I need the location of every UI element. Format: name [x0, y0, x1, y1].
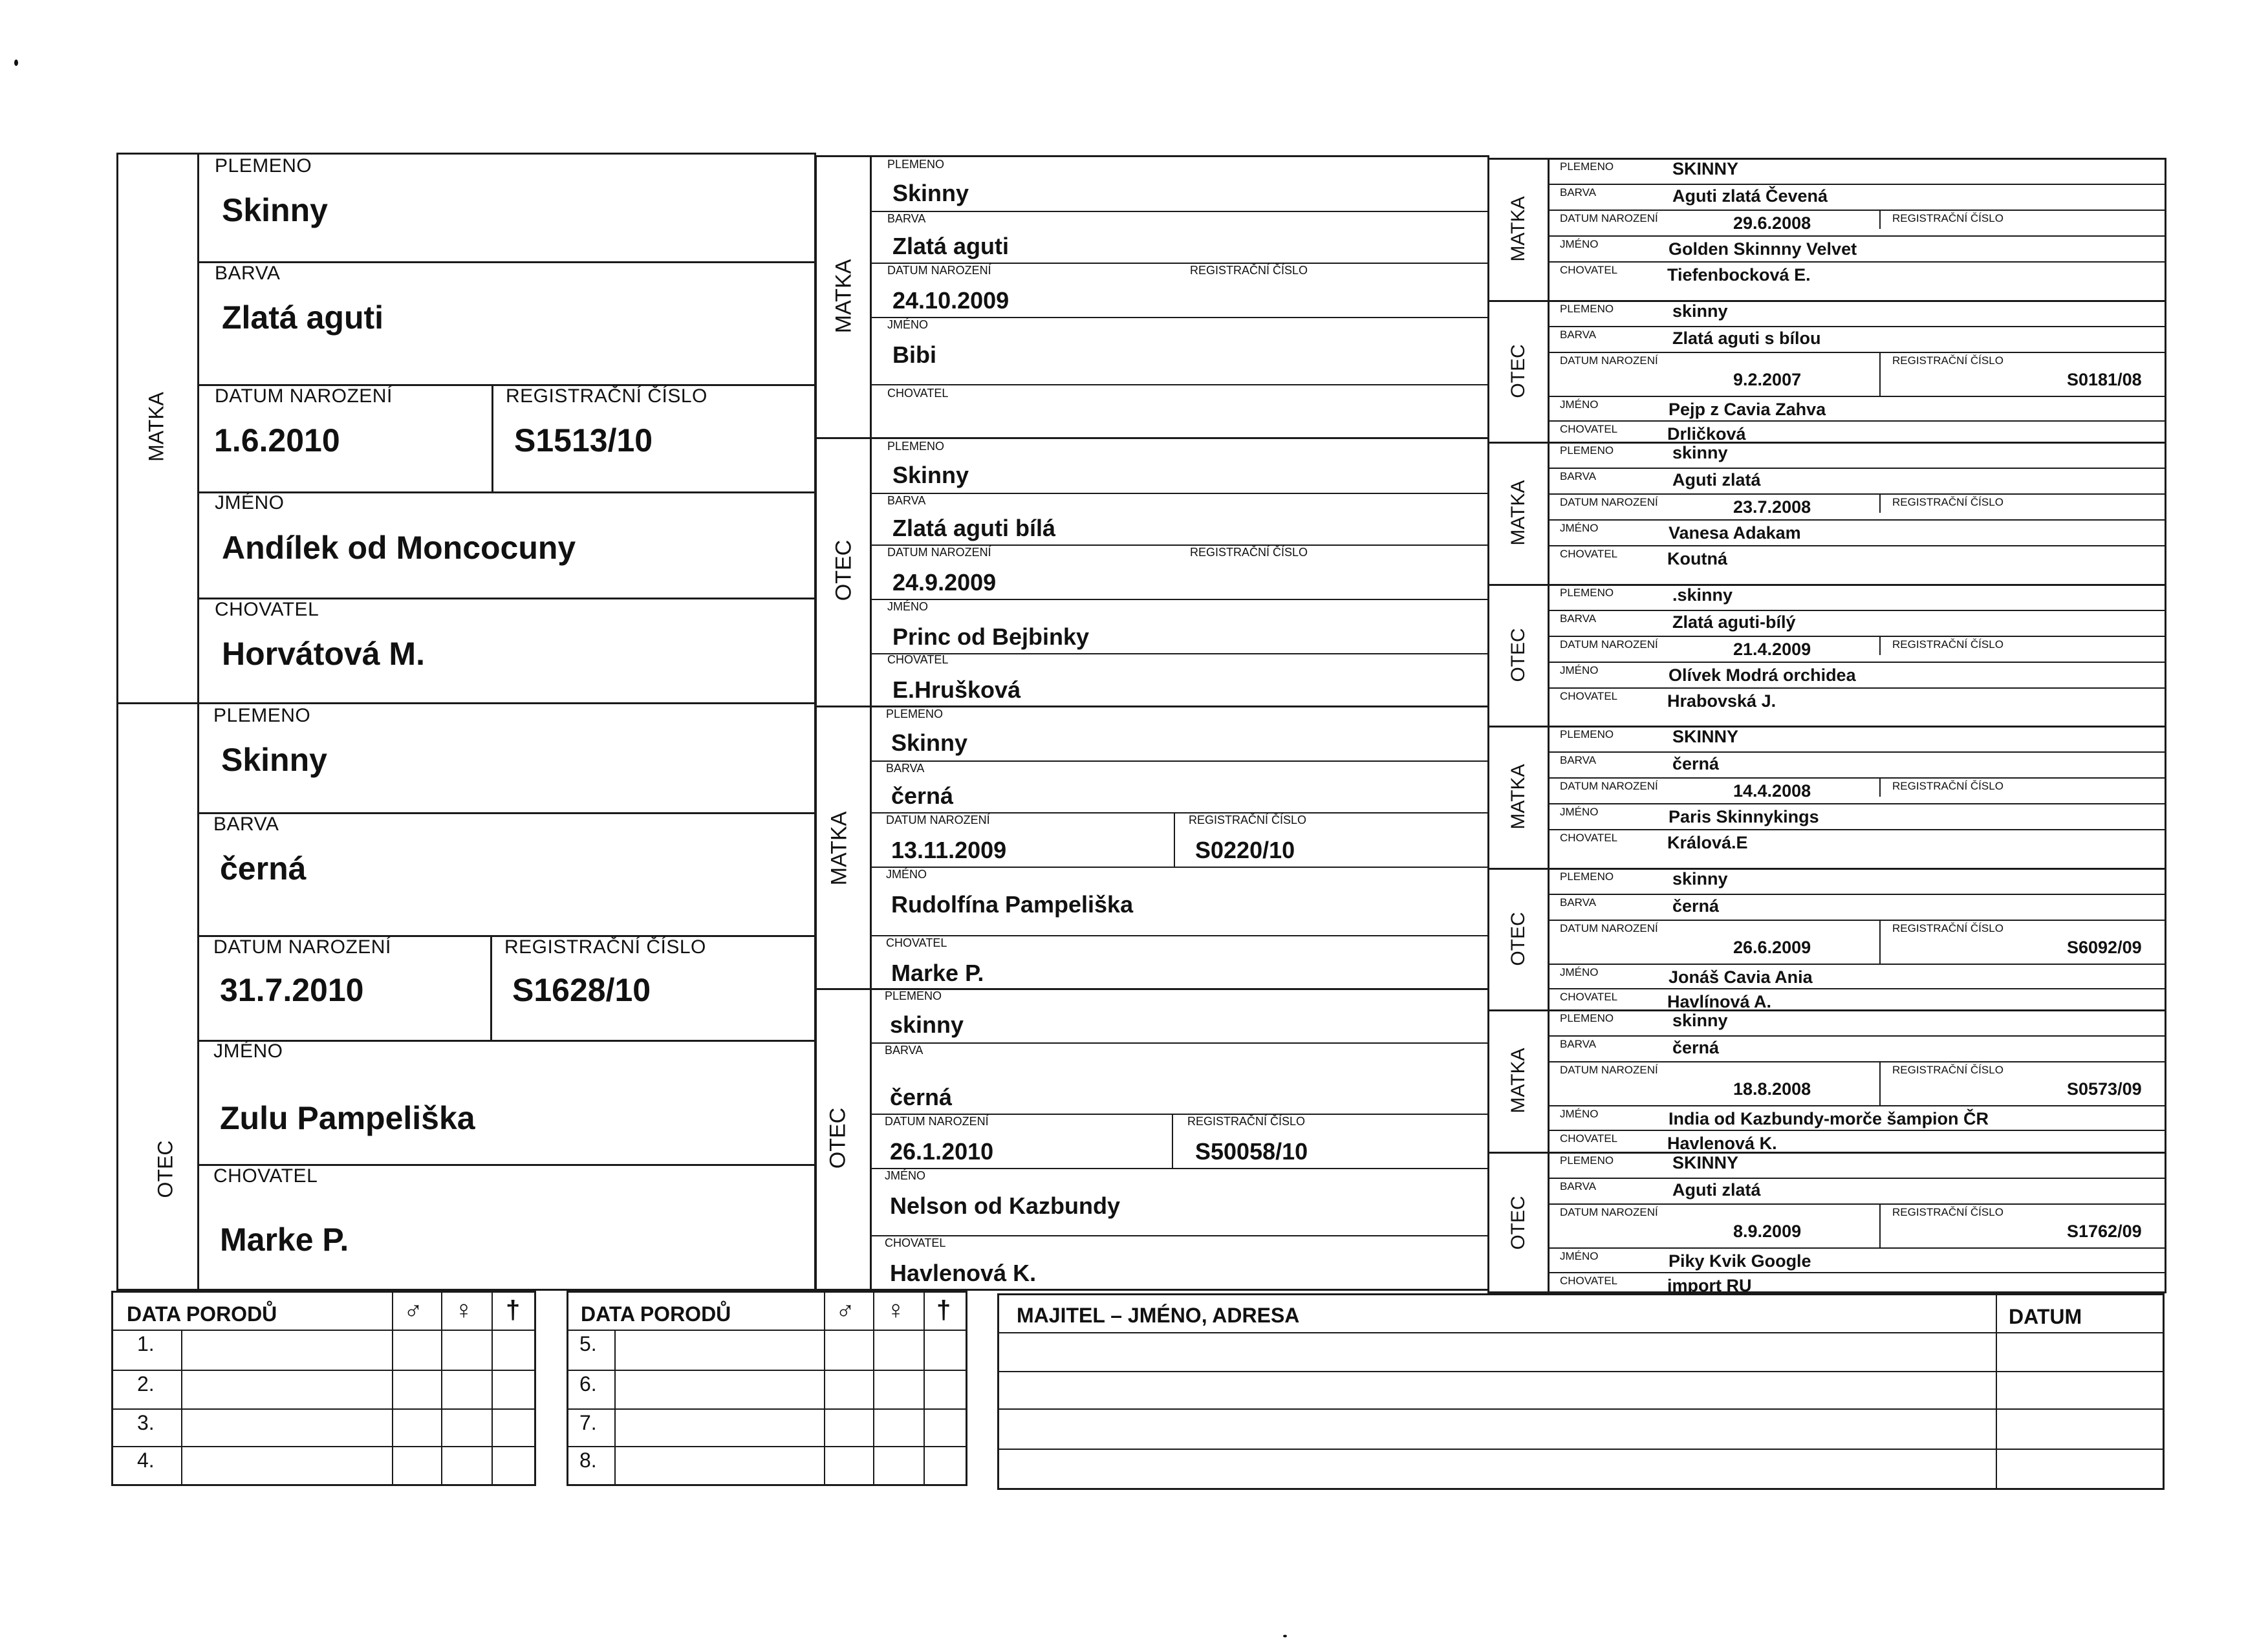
gen2-mm-plemeno-label: PLEMENO	[887, 158, 945, 171]
divider	[870, 317, 1489, 318]
divider	[1174, 812, 1175, 867]
gen3-6-reg: S6092/09	[2067, 938, 2142, 957]
gen2-om-reg-label: REGISTRAČNÍ ČÍSLO	[1189, 814, 1307, 826]
divider	[870, 1168, 1489, 1169]
divider	[1548, 1105, 2165, 1106]
gen3-6-chovatel: Havlínová A.	[1667, 992, 1772, 1011]
divider	[197, 812, 816, 814]
gen2-mo-chovatel: E.Hrušková	[892, 676, 1021, 703]
gen3-3-plemeno: skinny	[1672, 443, 1728, 462]
gen2-oo-jmeno: Nelson od Kazbundy	[890, 1192, 1121, 1219]
gen2-om-datum: 13.11.2009	[891, 837, 1007, 863]
divider	[491, 384, 493, 491]
divider	[1548, 1272, 2165, 1273]
gen3-4-chovatel-label: CHOVATEL	[1560, 690, 1618, 702]
divider	[1996, 1293, 1997, 1490]
gen3-6-datum-label: DATUM NAROZENÍ	[1560, 922, 1658, 934]
divider	[997, 1371, 2165, 1372]
divider	[1548, 1203, 2165, 1205]
gen2-oo-reg-label: REGISTRAČNÍ ČÍSLO	[1187, 1115, 1306, 1128]
gen3-4-chovatel: Hrabovská J.	[1667, 691, 1777, 711]
scan-speck	[14, 59, 18, 66]
divider	[1879, 1203, 1881, 1247]
gen3-2-datum-label: DATUM NAROZENÍ	[1560, 354, 1658, 367]
gen2-mm-jmeno-label: JMÉNO	[887, 318, 928, 331]
divider	[1548, 396, 2165, 397]
gen2-mm-side-label: MATKA	[831, 259, 856, 334]
gen3-3-datum: 23.7.2008	[1733, 497, 1811, 517]
gen3-7-chovatel-label: CHOVATEL	[1560, 1132, 1618, 1145]
gen3-8-chovatel: import RU	[1667, 1276, 1752, 1295]
divider	[1548, 184, 2165, 185]
divider	[997, 1332, 2165, 1333]
gen2-oo-datum: 26.1.2010	[890, 1138, 994, 1165]
divider	[197, 261, 816, 263]
divider	[870, 867, 1489, 868]
divider	[997, 1449, 2165, 1450]
gen3-4-barva: Zlatá aguti-bílý	[1672, 612, 1796, 632]
gen3-1-side-label: MATKA	[1507, 196, 1529, 262]
gen3-6-side-label: OTEC	[1507, 912, 1529, 966]
gen3-8-datum-label: DATUM NAROZENÍ	[1560, 1206, 1658, 1218]
divider	[1548, 1035, 2165, 1037]
divider	[441, 1291, 442, 1330]
gen2-om-datum-label: DATUM NAROZENÍ	[886, 814, 990, 826]
gen2-side-divider	[870, 155, 872, 1291]
gen3-2-jmeno-label: JMÉNO	[1560, 398, 1599, 411]
gen3-3-barva-label: BARVA	[1560, 470, 1597, 482]
gen1-side-divider	[197, 153, 199, 1291]
birth-table-right-header: DATA PORODŮ	[581, 1302, 731, 1326]
divider	[567, 1330, 967, 1331]
gen3-3-jmeno: Vanesa Adakam	[1669, 523, 1801, 543]
divider	[1172, 1114, 1173, 1168]
divider	[1487, 868, 2166, 870]
divider	[1548, 803, 2165, 804]
gen2-mo-chovatel-label: CHOVATEL	[887, 653, 949, 666]
divider	[1548, 894, 2165, 895]
gen2-mo-side-label: OTEC	[831, 539, 856, 601]
gen3-4-side-label: OTEC	[1507, 628, 1529, 682]
gen2-oo-plemeno: skinny	[890, 1011, 964, 1038]
divider	[824, 1291, 825, 1330]
gen1-matka-plemeno-label: PLEMENO	[215, 155, 312, 177]
gen2-om-barva: černá	[891, 782, 954, 809]
gen3-3-chovatel: Koutná	[1667, 549, 1727, 568]
gen3-4-reg-label: REGISTRAČNÍ ČÍSLO	[1892, 638, 2003, 651]
divider	[1879, 920, 1881, 964]
divider	[1548, 519, 2165, 521]
divider	[1548, 1130, 2165, 1131]
gen2-om-jmeno: Rudolfína Pampeliška	[891, 891, 1134, 918]
gen1-otec-datum: 31.7.2010	[220, 972, 364, 1008]
divider	[1548, 210, 2165, 211]
female-symbol-left: ♀	[454, 1296, 473, 1324]
gen3-8-datum: 8.9.2009	[1733, 1222, 1802, 1241]
gen3-1-barva-label: BARVA	[1560, 186, 1597, 199]
birth-row-number: 1.	[137, 1332, 155, 1355]
gen3-8-jmeno: Piky Kvik Google	[1669, 1251, 1811, 1271]
female-symbol-right: ♀	[886, 1296, 905, 1324]
divider	[614, 1330, 616, 1486]
scan-speck	[1283, 1635, 1287, 1637]
gen1-otec-datum-label: DATUM NAROZENÍ	[213, 936, 391, 958]
gen2-mm-plemeno: Skinny	[892, 180, 969, 206]
divider	[1548, 751, 2165, 753]
divider	[1879, 210, 1881, 229]
gen3-8-reg-label: REGISTRAČNÍ ČÍSLO	[1892, 1206, 2003, 1218]
gen3-1-jmeno-label: JMÉNO	[1560, 238, 1599, 250]
gen3-6-chovatel-label: CHOVATEL	[1560, 991, 1618, 1003]
gen1-matka-datum-label: DATUM NAROZENÍ	[215, 385, 393, 407]
gen3-3-plemeno-label: PLEMENO	[1560, 444, 1614, 457]
gen3-5-plemeno-label: PLEMENO	[1560, 728, 1614, 740]
gen2-om-barva-label: BARVA	[886, 762, 925, 775]
gen1-matka-reg-label: REGISTRAČNÍ ČÍSLO	[506, 385, 707, 407]
gen3-2-barva-label: BARVA	[1560, 329, 1597, 341]
gen3-4-barva-label: BARVA	[1560, 612, 1597, 625]
gen2-om-jmeno-label: JMÉNO	[886, 868, 927, 881]
gen3-6-reg-label: REGISTRAČNÍ ČÍSLO	[1892, 922, 2003, 934]
gen3-4-jmeno: Olívek Modrá orchidea	[1669, 665, 1856, 685]
divider	[1487, 300, 2166, 302]
divider	[1879, 777, 1881, 797]
divider	[870, 211, 1489, 212]
gen3-7-barva-label: BARVA	[1560, 1038, 1597, 1050]
gen3-2-datum: 9.2.2007	[1733, 370, 1802, 389]
divider	[441, 1330, 442, 1486]
divider	[870, 384, 1489, 385]
divider	[1879, 352, 1881, 396]
gen3-1-barva: Aguti zlatá Čevená	[1672, 186, 1828, 206]
gen3-5-datum-label: DATUM NAROZENÍ	[1560, 780, 1658, 792]
gen3-7-plemeno-label: PLEMENO	[1560, 1012, 1614, 1024]
gen2-mo-plemeno-label: PLEMENO	[887, 440, 945, 453]
gen3-1-chovatel: Tiefenbocková E.	[1667, 265, 1811, 285]
divider	[1487, 584, 2166, 586]
gen3-6-jmeno: Jonáš Cavia Ania	[1669, 967, 1813, 987]
gen3-7-chovatel: Havlenová K.	[1667, 1134, 1777, 1153]
divider	[870, 599, 1489, 600]
gen2-om-plemeno: Skinny	[891, 729, 968, 756]
gen3-5-barva-label: BARVA	[1560, 754, 1597, 766]
gen2-mm-datum-label: DATUM NAROZENÍ	[887, 264, 991, 277]
divider	[870, 1235, 1489, 1236]
gen3-2-plemeno: skinny	[1672, 301, 1728, 321]
gen3-8-chovatel-label: CHOVATEL	[1560, 1275, 1618, 1287]
gen3-8-reg: S1762/09	[2067, 1222, 2142, 1241]
gen3-7-side-label: MATKA	[1507, 1048, 1529, 1114]
divider	[1548, 1247, 2165, 1249]
gen3-6-barva: černá	[1672, 896, 1720, 916]
gen1-otec-chovatel: Marke P.	[220, 1222, 349, 1258]
gen3-3-reg-label: REGISTRAČNÍ ČÍSLO	[1892, 496, 2003, 508]
divider	[1487, 1152, 2166, 1154]
gen2-oo-datum-label: DATUM NAROZENÍ	[885, 1115, 989, 1128]
divider	[491, 1291, 493, 1330]
birth-row-number: 2.	[137, 1372, 155, 1396]
divider	[1548, 610, 2165, 611]
divider	[1879, 1061, 1881, 1105]
divider	[923, 1291, 925, 1330]
gen1-matka-jmeno-label: JMÉNO	[215, 492, 285, 513]
divider	[1548, 261, 2165, 263]
gen3-1-jmeno: Golden Skinnny Velvet	[1669, 239, 1857, 259]
gen3-2-jmeno: Pejp z Cavia Zahva	[1669, 400, 1826, 419]
gen3-2-reg: S0181/08	[2067, 370, 2142, 389]
gen1-matka-reg: S1513/10	[514, 422, 653, 458]
divider	[1548, 988, 2165, 989]
divider	[997, 1408, 2165, 1410]
gen3-5-jmeno-label: JMÉNO	[1560, 806, 1599, 818]
gen1-otec-side-label: OTEC	[153, 1140, 177, 1198]
gen3-1-datum-label: DATUM NAROZENÍ	[1560, 212, 1658, 224]
gen3-5-datum: 14.4.2008	[1733, 781, 1811, 801]
divider	[197, 491, 816, 493]
divider	[111, 1370, 536, 1371]
divider	[1487, 1009, 2166, 1011]
divider	[815, 437, 1489, 439]
gen3-4-datum: 21.4.2009	[1733, 640, 1811, 659]
gen1-otec-reg: S1628/10	[512, 972, 651, 1008]
divider	[1548, 964, 2165, 965]
birth-row-number: 7.	[579, 1411, 597, 1434]
divider	[1548, 468, 2165, 469]
gen2-mm-datum: 24.10.2009	[892, 287, 1010, 314]
divider	[181, 1330, 182, 1486]
gen3-6-plemeno-label: PLEMENO	[1560, 870, 1614, 883]
divider	[1548, 636, 2165, 637]
divider	[1548, 920, 2165, 921]
divider	[923, 1330, 925, 1486]
gen3-5-chovatel-label: CHOVATEL	[1560, 832, 1618, 844]
gen3-2-chovatel: Drličková	[1667, 424, 1746, 444]
gen1-otec-reg-label: REGISTRAČNÍ ČÍSLO	[504, 936, 706, 958]
gen2-oo-barva-label: BARVA	[885, 1044, 923, 1057]
gen2-mm-chovatel-label: CHOVATEL	[887, 387, 949, 400]
gen2-om-chovatel-label: CHOVATEL	[886, 936, 947, 949]
divider	[491, 1330, 493, 1486]
gen3-8-barva-label: BARVA	[1560, 1180, 1597, 1192]
divider	[870, 1042, 1489, 1044]
gen3-5-chovatel: Králová.E	[1667, 833, 1748, 852]
gen2-mo-jmeno: Princ od Bejbinky	[892, 623, 1090, 650]
divider	[1548, 420, 2165, 422]
gen3-8-jmeno-label: JMÉNO	[1560, 1250, 1599, 1262]
divider	[490, 935, 492, 1040]
divider	[392, 1291, 393, 1330]
gen3-2-barva: Zlatá aguti s bílou	[1672, 329, 1821, 348]
gen1-otec-chovatel-label: CHOVATEL	[213, 1165, 318, 1187]
birth-row-number: 8.	[579, 1449, 597, 1472]
divider	[392, 1330, 393, 1486]
divider	[567, 1446, 967, 1447]
divider	[567, 1370, 967, 1371]
gen1-otec-plemeno-label: PLEMENO	[213, 705, 311, 726]
birth-table-left-header: DATA PORODŮ	[127, 1302, 277, 1326]
birth-row-number: 3.	[137, 1411, 155, 1434]
gen1-mid-divider	[116, 702, 816, 704]
divider	[870, 653, 1489, 654]
gen1-otec-barva-label: BARVA	[213, 814, 279, 835]
gen3-8-barva: Aguti zlatá	[1672, 1180, 1761, 1200]
divider	[1879, 636, 1881, 655]
gen3-2-reg-label: REGISTRAČNÍ ČÍSLO	[1892, 354, 2003, 367]
gen1-matka-barva: Zlatá aguti	[222, 299, 384, 336]
gen2-mo-barva: Zlatá aguti bílá	[892, 515, 1056, 541]
gen2-oo-side-label: OTEC	[825, 1107, 850, 1169]
birth-row-number: 5.	[579, 1332, 597, 1355]
divider	[1548, 1061, 2165, 1062]
gen3-6-jmeno-label: JMÉNO	[1560, 966, 1599, 978]
gen3-7-reg-label: REGISTRAČNÍ ČÍSLO	[1892, 1064, 2003, 1076]
gen1-matka-chovatel-label: CHOVATEL	[215, 599, 319, 620]
divider	[1548, 493, 2165, 495]
gen3-4-plemeno: .skinny	[1672, 585, 1733, 605]
gen3-7-barva: černá	[1672, 1038, 1720, 1057]
gen3-7-datum: 18.8.2008	[1733, 1079, 1811, 1099]
gen3-6-plemeno: skinny	[1672, 869, 1728, 889]
gen2-mo-datum-label: DATUM NAROZENÍ	[887, 546, 991, 559]
gen3-5-plemeno: SKINNY	[1672, 727, 1739, 746]
gen3-4-datum-label: DATUM NAROZENÍ	[1560, 638, 1658, 651]
gen1-otec-jmeno-label: JMÉNO	[213, 1040, 283, 1062]
gen3-3-side-label: MATKA	[1507, 480, 1529, 546]
divider	[1487, 442, 2166, 444]
gen3-4-jmeno-label: JMÉNO	[1560, 664, 1599, 676]
divider	[1548, 326, 2165, 327]
divider	[111, 1408, 536, 1410]
divider	[1548, 235, 2165, 237]
gen1-matka-barva-label: BARVA	[215, 263, 281, 284]
gen3-8-plemeno-label: PLEMENO	[1560, 1154, 1614, 1167]
divider	[1548, 662, 2165, 663]
divider	[1548, 352, 2165, 353]
gen3-8-side-label: OTEC	[1507, 1196, 1529, 1250]
gen2-oo-reg: S50058/10	[1195, 1138, 1308, 1165]
gen2-om-side-label: MATKA	[826, 811, 852, 886]
gen2-mm-reg-label: REGISTRAČNÍ ČÍSLO	[1190, 264, 1308, 277]
gen2-mo-plemeno: Skinny	[892, 462, 969, 488]
gen3-3-chovatel-label: CHOVATEL	[1560, 548, 1618, 560]
gen2-mm-barva-label: BARVA	[887, 212, 926, 225]
gen3-8-plemeno: SKINNY	[1672, 1153, 1739, 1172]
gen3-3-datum-label: DATUM NAROZENÍ	[1560, 496, 1658, 508]
birth-row-number: 4.	[137, 1449, 155, 1472]
date-header: DATUM	[2009, 1305, 2082, 1328]
gen2-oo-chovatel-label: CHOVATEL	[885, 1236, 946, 1249]
gen3-5-jmeno: Paris Skinnykings	[1669, 807, 1819, 826]
divider	[873, 1291, 874, 1330]
divider	[1879, 493, 1881, 513]
gen1-otec-plemeno: Skinny	[221, 742, 327, 778]
gen3-5-reg-label: REGISTRAČNÍ ČÍSLO	[1892, 780, 2003, 792]
divider	[870, 493, 1489, 494]
divider	[870, 760, 1489, 762]
gen3-7-jmeno-label: JMÉNO	[1560, 1108, 1599, 1120]
gen3-7-jmeno: India od Kazbundy-morče šampion ČR	[1669, 1109, 1989, 1128]
gen3-2-plemeno-label: PLEMENO	[1560, 303, 1614, 315]
divider	[567, 1408, 967, 1410]
gen2-om-reg: S0220/10	[1195, 837, 1295, 863]
divider	[111, 1446, 536, 1447]
gen3-7-datum-label: DATUM NAROZENÍ	[1560, 1064, 1658, 1076]
gen3-1-plemeno-label: PLEMENO	[1560, 160, 1614, 173]
divider	[1548, 829, 2165, 830]
gen1-matka-datum: 1.6.2010	[214, 422, 340, 458]
gen3-6-datum: 26.6.2009	[1733, 938, 1811, 957]
male-symbol-right: ♂	[836, 1296, 855, 1324]
male-symbol-left: ♂	[404, 1296, 423, 1324]
gen3-7-plemeno: skinny	[1672, 1011, 1728, 1030]
gen3-3-barva: Aguti zlatá	[1672, 470, 1761, 490]
divider	[870, 935, 1489, 936]
gen2-oo-barva: černá	[890, 1084, 953, 1110]
gen2-oo-jmeno-label: JMÉNO	[885, 1169, 925, 1182]
gen3-5-side-label: MATKA	[1507, 764, 1529, 830]
died-symbol-right: †	[936, 1296, 951, 1324]
divider	[1548, 545, 2165, 546]
gen2-mo-reg-label: REGISTRAČNÍ ČÍSLO	[1190, 546, 1308, 559]
gen3-1-plemeno: SKINNY	[1672, 159, 1739, 178]
gen3-7-reg: S0573/09	[2067, 1079, 2142, 1099]
divider	[1548, 687, 2165, 689]
gen3-6-barva-label: BARVA	[1560, 896, 1597, 909]
gen3-2-side-label: OTEC	[1507, 344, 1529, 398]
gen2-oo-chovatel: Havlenová K.	[890, 1260, 1037, 1286]
died-symbol-left: †	[506, 1296, 521, 1324]
gen3-1-datum: 29.6.2008	[1733, 213, 1811, 233]
gen2-mm-jmeno: Bibi	[892, 341, 936, 368]
divider	[873, 1330, 874, 1486]
gen3-5-barva: černá	[1672, 754, 1720, 773]
gen1-matka-chovatel: Horvátová M.	[222, 636, 425, 672]
divider	[1548, 1178, 2165, 1179]
gen3-1-reg-label: REGISTRAČNÍ ČÍSLO	[1892, 212, 2003, 224]
gen2-mo-datum: 24.9.2009	[892, 569, 997, 596]
gen2-mo-barva-label: BARVA	[887, 494, 926, 507]
gen1-matka-plemeno: Skinny	[222, 192, 328, 228]
birth-row-number: 6.	[579, 1372, 597, 1396]
divider	[111, 1330, 536, 1331]
gen1-matka-side-label: MATKA	[144, 392, 168, 462]
divider	[1487, 726, 2166, 727]
gen2-mm-barva: Zlatá aguti	[892, 233, 1010, 259]
gen3-2-chovatel-label: CHOVATEL	[1560, 423, 1618, 435]
gen2-om-plemeno-label: PLEMENO	[886, 707, 944, 720]
divider	[824, 1330, 825, 1486]
divider	[1548, 777, 2165, 779]
gen2-oo-plemeno-label: PLEMENO	[885, 989, 942, 1002]
divider	[197, 1040, 816, 1042]
owner-header: MAJITEL – JMÉNO, ADRESA	[1017, 1304, 1300, 1327]
gen3-1-chovatel-label: CHOVATEL	[1560, 264, 1618, 276]
gen1-otec-barva: černá	[220, 850, 307, 887]
gen3-4-plemeno-label: PLEMENO	[1560, 587, 1614, 599]
gen2-mo-jmeno-label: JMÉNO	[887, 600, 928, 613]
gen2-om-chovatel: Marke P.	[891, 960, 984, 986]
gen1-otec-jmeno: Zulu Pampeliška	[220, 1100, 475, 1136]
gen3-3-jmeno-label: JMÉNO	[1560, 522, 1599, 534]
gen1-matka-jmeno: Andílek od Moncocuny	[222, 530, 576, 566]
